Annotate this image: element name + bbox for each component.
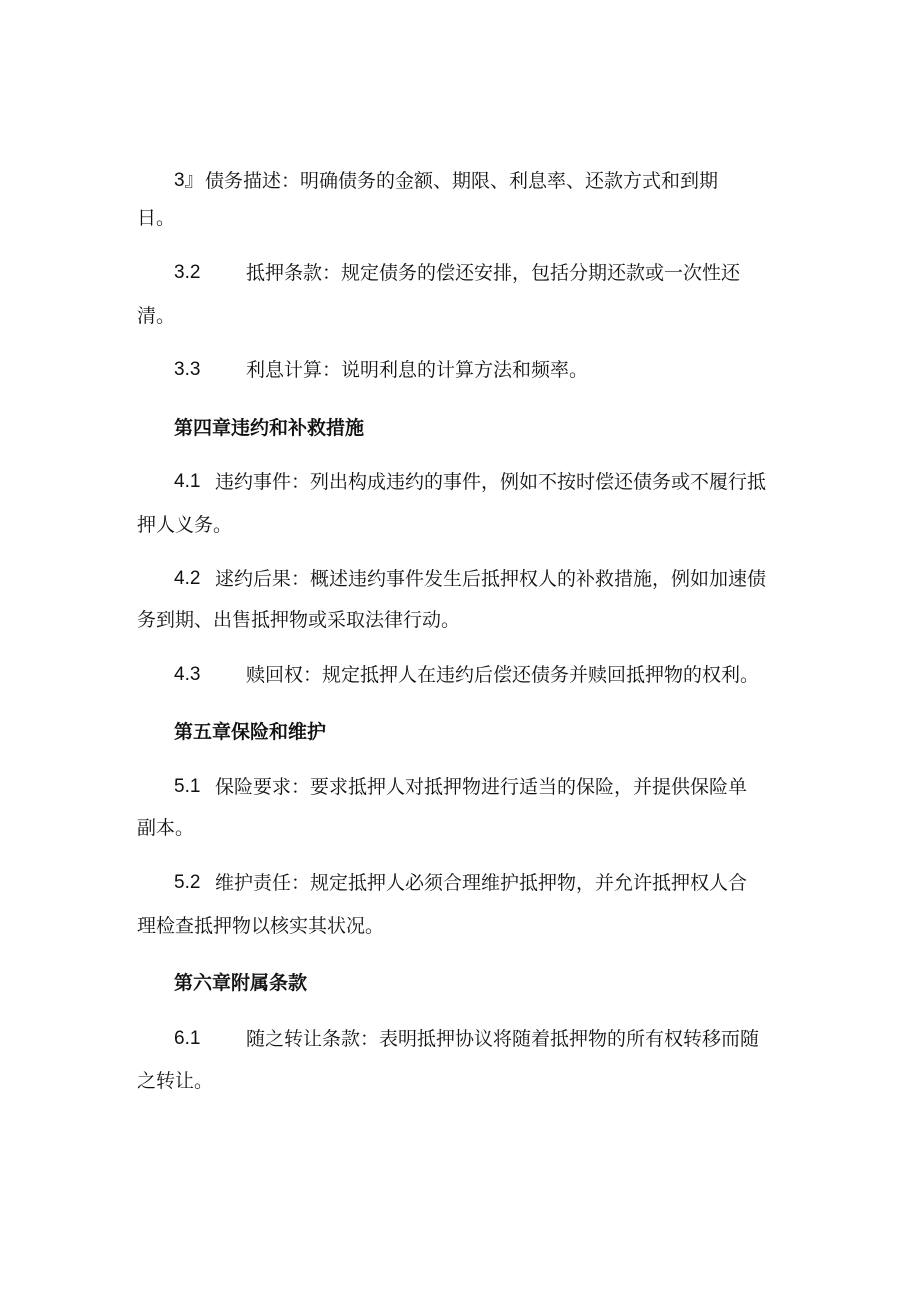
paragraph-text-line: 保险要求：要求抵押人对抵押物进行适当的保险，并提供保险单 bbox=[215, 776, 748, 798]
paragraph-text-line: 清。 bbox=[137, 305, 176, 327]
clause-number: 4.2 bbox=[174, 568, 201, 589]
paragraph-text-line: 日。 bbox=[137, 207, 176, 229]
chapter-heading: 第六章附属条款 bbox=[174, 972, 308, 994]
chapter-heading: 第四章违约和补救措施 bbox=[174, 417, 365, 439]
paragraph-text-line: 债务描述：明确债务的金额、期限、利息率、还款方式和到期 bbox=[205, 170, 719, 192]
paragraph-text-line: 理检查抵押物以核实其状况。 bbox=[137, 915, 385, 937]
paragraph-text-line: 赎回权：规定抵押人在违约后偿还债务并赎回抵押物的权利。 bbox=[246, 664, 760, 686]
paragraph-text-line: 维护责任：规定抵押人必须合理维护抵押物，并允许抵押权人合 bbox=[215, 872, 748, 894]
clause-number: 3.3 bbox=[174, 359, 201, 380]
paragraph-text-line: 违约事件：列出构成违约的事件，例如不按时偿还债务或不履行抵 bbox=[215, 471, 767, 493]
chapter-heading: 第五章保险和维护 bbox=[174, 721, 327, 743]
paragraph-text-line: 之转让。 bbox=[137, 1070, 214, 1092]
clause-number: 5.2 bbox=[174, 872, 201, 893]
clause-number: 5.1 bbox=[174, 776, 201, 797]
paragraph-text-line: 副本。 bbox=[137, 817, 195, 839]
paragraph-text-line: 利息计算：说明利息的计算方法和频率。 bbox=[246, 359, 589, 381]
clause-number: 3.2 bbox=[174, 262, 201, 283]
paragraph-text-line: 逑约后果：概述违约事件发生后抵押权人的补救措施，例如加速债 bbox=[215, 568, 767, 590]
clause-number: 4.1 bbox=[174, 471, 201, 492]
paragraph-text-line: 务到期、出售抵押物或采取法律行动。 bbox=[137, 609, 461, 631]
clause-number: 4.3 bbox=[174, 664, 201, 685]
paragraph-text-line: 押人义务。 bbox=[137, 514, 233, 536]
paragraph-text-line: 抵押条款：规定债务的偿还安排，包括分期还款或一次性还 bbox=[246, 262, 741, 284]
paragraph-text-line: 随之转让条款：表明抵押协议将随着抵押物的所有权转移而随 bbox=[246, 1028, 760, 1050]
clause-number: 6.1 bbox=[174, 1028, 201, 1049]
clause-number: 3』 bbox=[174, 170, 204, 191]
